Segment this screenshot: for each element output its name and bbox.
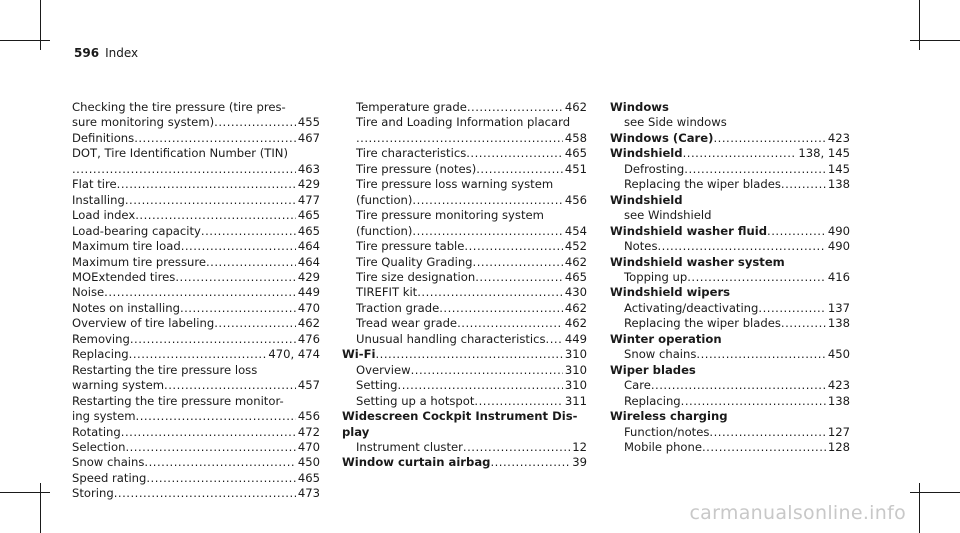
leader-dots	[417, 285, 563, 300]
leader-dots	[104, 285, 296, 300]
index-entry[interactable]	[610, 270, 850, 285]
index-text-line: Tire and Loading Information placard	[356, 115, 571, 130]
page-reference[interactable]: 470	[297, 300, 320, 315]
entry-term: Windshield	[610, 146, 683, 161]
leader-dots	[767, 224, 826, 239]
entry-term: Notes on installing	[72, 300, 180, 315]
entry-term: Maximum tire load	[72, 239, 181, 254]
leader-dots	[466, 146, 563, 161]
index-entry[interactable]	[342, 255, 587, 270]
page-reference[interactable]: 465	[564, 146, 587, 161]
index-text-line: DOT, Tire Identification Number (TIN)	[72, 146, 288, 161]
entry-term: Load index	[72, 208, 136, 223]
index-entry[interactable]	[72, 455, 320, 470]
leader-dots	[375, 347, 562, 362]
leader-dots	[475, 270, 563, 285]
page-reference[interactable]: 490	[827, 223, 850, 238]
leader-dots	[687, 270, 826, 285]
page-reference[interactable]: 311	[564, 393, 587, 408]
crop-mark	[910, 40, 960, 41]
index-heading: Windshield wipers	[610, 285, 731, 300]
page-reference[interactable]: 450	[827, 347, 850, 362]
leader-dots	[412, 193, 562, 208]
entry-term: Tire pressure (notes)	[356, 161, 477, 176]
entry-term: Temperature grade	[356, 100, 467, 114]
crop-mark	[0, 492, 50, 493]
index-entry[interactable]	[342, 440, 587, 455]
leader-dots	[136, 409, 296, 424]
leader-dots	[709, 425, 825, 440]
page-reference[interactable]: 456	[297, 409, 320, 424]
index-column-3	[610, 100, 850, 455]
leader-dots	[473, 255, 563, 270]
index-entry[interactable]	[610, 347, 850, 362]
leader-dots	[134, 131, 296, 146]
index-text-line: see Windshield	[624, 208, 712, 223]
leader-dots	[125, 440, 295, 455]
page-reference[interactable]: 467	[297, 130, 320, 145]
index-entry[interactable]	[72, 193, 320, 208]
index-entry[interactable]	[610, 316, 850, 331]
entry-term: Tire Quality Grading	[356, 254, 473, 269]
index-entry[interactable]	[72, 177, 320, 192]
index-entry[interactable]	[72, 115, 320, 130]
index-entry[interactable]	[72, 486, 320, 501]
entry-term: Speed rating	[72, 470, 147, 485]
index-entry[interactable]	[342, 162, 587, 177]
page-reference[interactable]: 310	[564, 362, 587, 377]
leader-dots	[356, 131, 563, 146]
index-entry[interactable]	[72, 347, 320, 362]
index-heading: Windshield washer system	[610, 254, 785, 269]
index-entry[interactable]	[610, 131, 850, 146]
entry-term: Tire size designation	[356, 269, 476, 284]
leader-dots	[201, 224, 296, 239]
entry-term: Notes	[624, 239, 658, 254]
index-entry[interactable]	[610, 162, 850, 177]
page-reference[interactable]: 458	[564, 130, 587, 145]
index-entry[interactable]	[610, 146, 850, 161]
leader-dots	[702, 440, 826, 455]
entry-term: ing system	[72, 409, 136, 424]
index-entry[interactable]	[72, 471, 320, 486]
page-reference[interactable]: 464	[297, 254, 320, 269]
entry-term: Topping up	[624, 269, 688, 284]
page-reference[interactable]: 470, 474	[268, 347, 320, 362]
entry-term: Replacing the wiper blades	[624, 316, 781, 331]
entry-term: Maximum tire pressure	[72, 254, 206, 269]
leader-dots	[696, 347, 825, 362]
index-heading: Windows	[610, 100, 669, 114]
entry-term: Traction grade	[356, 300, 440, 315]
index-entry[interactable]	[72, 425, 320, 440]
page-reference[interactable]: 451	[564, 161, 587, 176]
entry-term: Replacing	[72, 347, 129, 362]
entry-term: Overview of tire labeling	[72, 316, 215, 331]
entry-term: Load-bearing capacity	[72, 223, 201, 238]
page-reference[interactable]: 463	[297, 161, 320, 176]
entry-term: Snow chains	[624, 347, 697, 362]
index-entry[interactable]	[72, 301, 320, 316]
entry-term: sure monitoring system)	[72, 115, 215, 130]
page-reference[interactable]: 138	[827, 177, 850, 192]
leader-dots	[164, 378, 296, 393]
entry-term: MOExtended tires	[72, 269, 176, 284]
entry-term: Setting	[356, 378, 398, 393]
leader-dots	[651, 378, 826, 393]
index-entry[interactable]	[342, 239, 587, 254]
index-heading: Wireless charging	[610, 409, 728, 424]
page-reference[interactable]: 138	[827, 316, 850, 331]
page-reference[interactable]: 138	[827, 393, 850, 408]
entry-term: Flat tire	[72, 177, 117, 192]
page-reference[interactable]: 310	[564, 378, 587, 393]
leader-dots	[464, 239, 562, 254]
index-entry[interactable]	[72, 224, 320, 239]
entry-term: Snow chains	[72, 455, 145, 470]
entry-term: Wi-Fi	[342, 347, 376, 362]
entry-term: (function)	[356, 223, 413, 238]
index-entry[interactable]	[342, 100, 587, 115]
entry-term: Selection	[72, 439, 126, 454]
index-column-2	[342, 100, 587, 471]
index-entry[interactable]	[72, 378, 320, 393]
watermark: carmanualsonline.info	[689, 502, 906, 524]
leader-dots	[781, 177, 826, 192]
page-reference[interactable]: 462	[297, 316, 320, 331]
leader-dots	[180, 301, 296, 316]
leader-dots	[117, 177, 296, 192]
page-reference[interactable]: 473	[297, 486, 320, 501]
leader-dots	[467, 100, 563, 115]
index-entry[interactable]	[72, 162, 320, 177]
entry-term: Replacing the wiper blades	[624, 177, 781, 192]
page-reference[interactable]: 462	[564, 316, 587, 331]
entry-term: (function)	[356, 192, 413, 207]
page-reference[interactable]: 416	[827, 269, 850, 284]
page-reference[interactable]: 429	[297, 269, 320, 284]
index-entry[interactable]	[342, 224, 587, 239]
index-entry[interactable]	[342, 455, 587, 470]
page-reference[interactable]: 476	[297, 331, 320, 346]
index-text-line: Tire pressure loss warning system	[356, 177, 554, 192]
page-reference[interactable]: 465	[297, 470, 320, 485]
index-text-line: Restarting the tire pressure monitor-	[72, 393, 284, 408]
entry-term: Overview	[356, 362, 411, 377]
index-entry[interactable]	[342, 270, 587, 285]
leader-dots	[476, 162, 563, 177]
page-reference[interactable]: 127	[827, 424, 850, 439]
crop-mark	[919, 0, 920, 50]
page-reference[interactable]: 137	[827, 300, 850, 315]
index-entry[interactable]	[72, 239, 320, 254]
index-text-line: Tire pressure monitoring system	[356, 208, 544, 223]
index-heading: Windshield	[610, 192, 683, 207]
entry-term: Activating/deactivating	[624, 300, 759, 315]
page-reference[interactable]: 454	[564, 223, 587, 238]
page-reference[interactable]: 145	[827, 161, 850, 176]
page-reference[interactable]: 423	[827, 130, 850, 145]
index-entry[interactable]	[610, 224, 850, 239]
page-reference[interactable]: 470	[297, 439, 320, 454]
page-reference[interactable]: 310	[564, 347, 587, 362]
index-entry[interactable]	[72, 208, 320, 223]
page-reference[interactable]: 12	[572, 439, 587, 454]
entry-term: Setting up a hotspot	[356, 393, 475, 408]
entry-term: Tire pressure table	[356, 239, 465, 254]
page-reference[interactable]: 465	[564, 269, 587, 284]
page-reference[interactable]: 39	[572, 455, 587, 470]
entry-term: Replacing	[624, 393, 681, 408]
index-entry[interactable]	[72, 409, 320, 424]
leader-dots	[490, 455, 570, 470]
index-column-1	[72, 100, 320, 502]
index-entry[interactable]	[610, 440, 850, 455]
leader-dots	[398, 378, 563, 393]
crop-mark	[919, 483, 920, 533]
leader-dots	[129, 347, 267, 362]
leader-dots	[175, 270, 296, 285]
index-entry[interactable]	[342, 193, 587, 208]
index-entry[interactable]	[72, 440, 320, 455]
leader-dots	[181, 239, 296, 254]
page-reference[interactable]: 477	[297, 192, 320, 207]
page-reference[interactable]: 462	[564, 300, 587, 315]
leader-dots	[758, 301, 825, 316]
entry-term: Care	[624, 378, 651, 393]
index-entry[interactable]	[72, 285, 320, 300]
leader-dots	[114, 486, 296, 501]
index-entry[interactable]	[342, 347, 587, 362]
index-heading: Wiper blades	[610, 362, 696, 377]
leader-dots	[72, 162, 296, 177]
index-entry[interactable]	[342, 316, 587, 331]
leader-dots	[463, 440, 570, 455]
entry-term: Window curtain airbag	[342, 455, 491, 470]
page-reference[interactable]: 456	[564, 192, 587, 207]
entry-term: Rotating	[72, 424, 121, 439]
entry-term: Function/notes	[624, 424, 710, 439]
entry-term: Defrosting	[624, 161, 685, 176]
index-entry[interactable]	[72, 270, 320, 285]
page-reference[interactable]: 490	[827, 239, 850, 254]
leader-dots	[146, 471, 295, 486]
leader-dots	[684, 162, 826, 177]
entry-term: Removing	[72, 331, 130, 346]
index-entry[interactable]	[342, 332, 587, 347]
index-entry[interactable]	[342, 131, 587, 146]
index-heading: Winter operation	[610, 331, 722, 346]
index-entry[interactable]	[610, 301, 850, 316]
index-heading: Widescreen Cockpit Instrument Dis-	[342, 409, 578, 424]
entry-term: Definitions	[72, 130, 135, 145]
entry-term: Instrument cluster	[356, 439, 463, 454]
page-reference[interactable]: 464	[297, 239, 320, 254]
leader-dots	[121, 425, 296, 440]
index-entry[interactable]	[342, 301, 587, 316]
index-heading: play	[342, 424, 370, 439]
leader-dots	[546, 332, 563, 347]
index-entry[interactable]	[610, 177, 850, 192]
index-entry[interactable]	[342, 378, 587, 393]
page-reference[interactable]: 450	[297, 455, 320, 470]
crop-mark	[910, 492, 960, 493]
page-number: 596	[74, 46, 100, 60]
page-header	[74, 46, 138, 60]
leader-dots	[457, 316, 563, 331]
crop-mark	[40, 483, 41, 533]
entry-term: Windows (Care)	[610, 130, 714, 145]
leader-dots	[206, 255, 296, 270]
leader-dots	[144, 455, 295, 470]
page-reference[interactable]: 457	[297, 378, 320, 393]
index-entry[interactable]	[342, 285, 587, 300]
entry-term: Installing	[72, 192, 125, 207]
page-reference[interactable]: 429	[297, 177, 320, 192]
page-reference[interactable]: 138, 145	[798, 146, 850, 161]
entry-term: Noise	[72, 285, 105, 300]
page-reference[interactable]: 462	[564, 100, 587, 114]
entry-term: Tread wear grade	[356, 316, 458, 331]
leader-dots	[681, 394, 826, 409]
leader-dots	[135, 208, 296, 223]
page-reference[interactable]: 455	[297, 115, 320, 130]
entry-term: Windshield washer fluid	[610, 223, 768, 238]
leader-dots	[125, 193, 296, 208]
page-reference[interactable]: 423	[827, 378, 850, 393]
leader-dots	[439, 301, 563, 316]
crop-mark	[40, 0, 41, 50]
leader-dots	[214, 316, 296, 331]
leader-dots	[411, 363, 563, 378]
index-entry[interactable]	[342, 394, 587, 409]
page-reference[interactable]: 449	[297, 285, 320, 300]
index-entry[interactable]	[342, 146, 587, 161]
entry-term: Unusual handling characteristics	[356, 331, 546, 346]
leader-dots	[130, 332, 296, 347]
page-reference[interactable]: 452	[564, 239, 587, 254]
index-text-line: Checking the tire pressure (tire pres-	[72, 100, 286, 114]
index-entry[interactable]	[610, 378, 850, 393]
page-reference[interactable]: 472	[297, 424, 320, 439]
page-reference[interactable]: 430	[564, 285, 587, 300]
leader-dots	[214, 115, 296, 130]
entry-term: TIREFIT kit	[356, 285, 418, 300]
page-reference[interactable]: 128	[827, 439, 850, 454]
index-entry[interactable]	[72, 316, 320, 331]
section-title: Index	[105, 46, 139, 60]
index-entry[interactable]	[610, 239, 850, 254]
entry-term: Tire characteristics	[356, 146, 467, 161]
index-entry[interactable]	[610, 394, 850, 409]
index-entry[interactable]	[72, 255, 320, 270]
leader-dots	[683, 146, 797, 161]
leader-dots	[713, 131, 825, 146]
leader-dots	[781, 316, 826, 331]
leader-dots	[658, 239, 826, 254]
index-entry[interactable]	[342, 363, 587, 378]
index-text-line: Restarting the tire pressure loss	[72, 362, 258, 377]
index-text-line: see Side windows	[624, 115, 727, 130]
entry-term: warning system	[72, 378, 165, 393]
leader-dots	[412, 224, 562, 239]
crop-mark	[0, 40, 50, 41]
index-entry[interactable]	[72, 332, 320, 347]
entry-term: Storing	[72, 486, 114, 501]
index-entry[interactable]	[72, 131, 320, 146]
leader-dots	[474, 394, 562, 409]
page-reference[interactable]: 449	[564, 331, 587, 346]
page-reference[interactable]: 462	[564, 254, 587, 269]
entry-term: Mobile phone	[624, 439, 702, 454]
page-reference[interactable]: 465	[297, 208, 320, 223]
index-entry[interactable]	[610, 425, 850, 440]
page-reference[interactable]: 465	[297, 223, 320, 238]
